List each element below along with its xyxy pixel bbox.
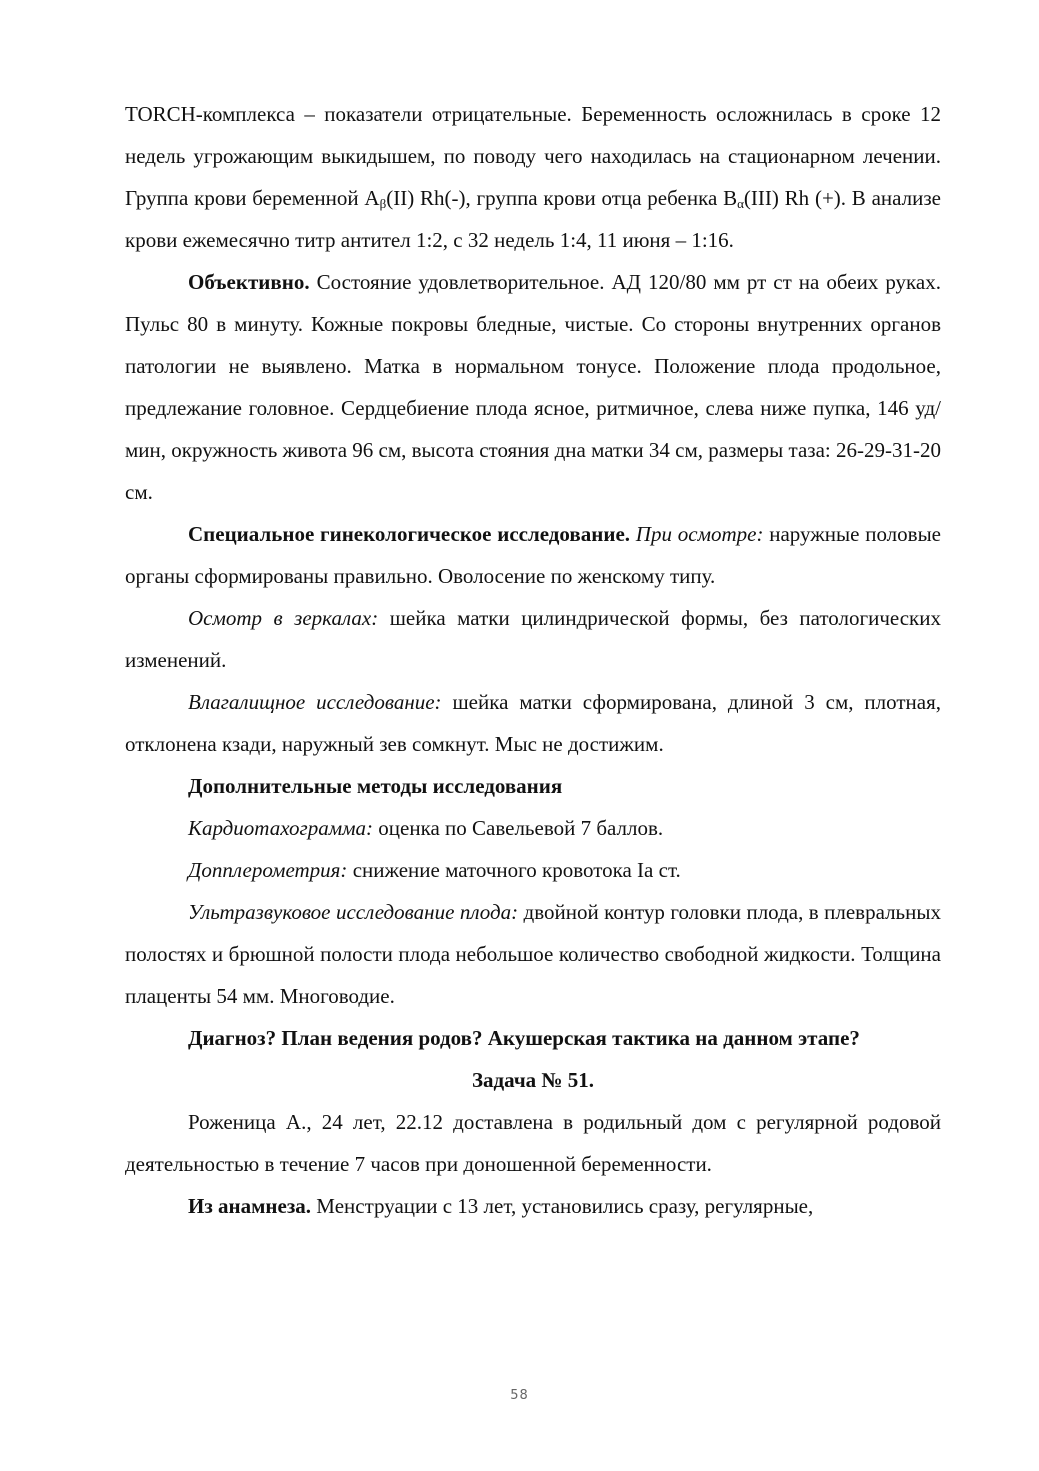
paragraph-objective bbox=[125, 261, 941, 513]
heading-additional-methods: Дополнительные методы исследования bbox=[188, 774, 563, 798]
text: шейка матки цилиндрической формы, без патологических изменений. bbox=[125, 606, 941, 672]
paragraph-doppler bbox=[125, 849, 941, 891]
task-title: Задача № 51. bbox=[471, 1068, 595, 1092]
italic-doppler: Допплерометрия: bbox=[188, 858, 348, 882]
lead-anamnesis: Из анамнеза. bbox=[188, 1194, 312, 1218]
text: шейка матки сформирована, длиной 3 см, плотная, отклонена кзади, наружный зев сомкнут. Мыс не достижим. bbox=[125, 690, 941, 756]
paragraph-ultrasound bbox=[125, 891, 941, 1017]
paragraph-vaginal bbox=[125, 681, 941, 765]
text: наружные половые органы сформированы правильно. Оволосение по женскому типу. bbox=[125, 522, 941, 588]
text: (III) Rh (+). В анализе крови ежемесячно титр антител 1:2, с 32 недель 1:4, 11 июня – 1:16. bbox=[125, 186, 941, 252]
paragraph-patient: Роженица А., 24 лет, 22.12 доставлена в родильный дом с регулярной родовой деятельностью в течение 7 часов при доношенной беременности. bbox=[125, 1110, 941, 1176]
italic-vaginal: Влагалищное исследование: bbox=[188, 690, 442, 714]
page-number: 58 bbox=[510, 1388, 529, 1403]
italic-speculum: Осмотр в зеркалах: bbox=[188, 606, 379, 630]
paragraph-blood-group bbox=[125, 93, 941, 261]
paragraph-questions: Диагноз? План ведения родов? Акушерская тактика на данном этапе? bbox=[188, 1026, 860, 1050]
text: двойной контур головки плода, в плевральных полостях и брюшной полости плода небольшое количество свободной жидкости. Толщина плаценты 54 мм. Многоводие. bbox=[125, 900, 941, 1008]
paragraph-speculum bbox=[125, 597, 941, 681]
text: Состояние удовлетворительное. АД 120/80 мм рт ст на обеих руках. Пульс 80 в минуту. Кожные покровы бледные, чистые. Со стороны внутренних органов патологии не выявлено. Матка в нормальном тонусе. Положение плода продольное, предлежание головное. Сердцебиение плода ясное, ритмичное, слева ниже пупка, 146 уд/мин, окружность живота 96 см, высота стояния дна матки 34 см, размеры таза: 26-29-31-20 см. bbox=[125, 270, 941, 504]
text: снижение маточного кровотока Ia ст. bbox=[347, 858, 681, 882]
lead-objective: Объективно. bbox=[188, 270, 310, 294]
paragraph-anamnesis bbox=[125, 1185, 941, 1227]
page-body bbox=[125, 93, 941, 1227]
paragraph-ctg bbox=[125, 807, 941, 849]
paragraph-gyn-exam bbox=[125, 513, 941, 597]
subscript-alpha: α bbox=[737, 196, 744, 211]
italic-ultrasound: Ультразвуковое исследование плода: bbox=[188, 900, 519, 924]
text: Менструации с 13 лет, установились сразу, регулярные, bbox=[311, 1194, 814, 1218]
italic-ctg: Кардиотахограмма: bbox=[188, 816, 374, 840]
italic-inspection: При осмотре: bbox=[630, 522, 764, 546]
subscript-beta: β bbox=[379, 196, 387, 211]
text: оценка по Савельевой 7 баллов. bbox=[373, 816, 664, 840]
text: (II) Rh(-), группа крови отца ребенка B bbox=[386, 186, 738, 210]
lead-gyn-exam: Специальное гинекологическое исследование. bbox=[188, 522, 631, 546]
text: TORCH-комплекса – показатели отрицательные. Беременность осложнилась в сроке 12 недель угрожающим выкидышем, по поводу чего находилась на стационарном лечении. Группа крови беременной A bbox=[125, 102, 941, 210]
